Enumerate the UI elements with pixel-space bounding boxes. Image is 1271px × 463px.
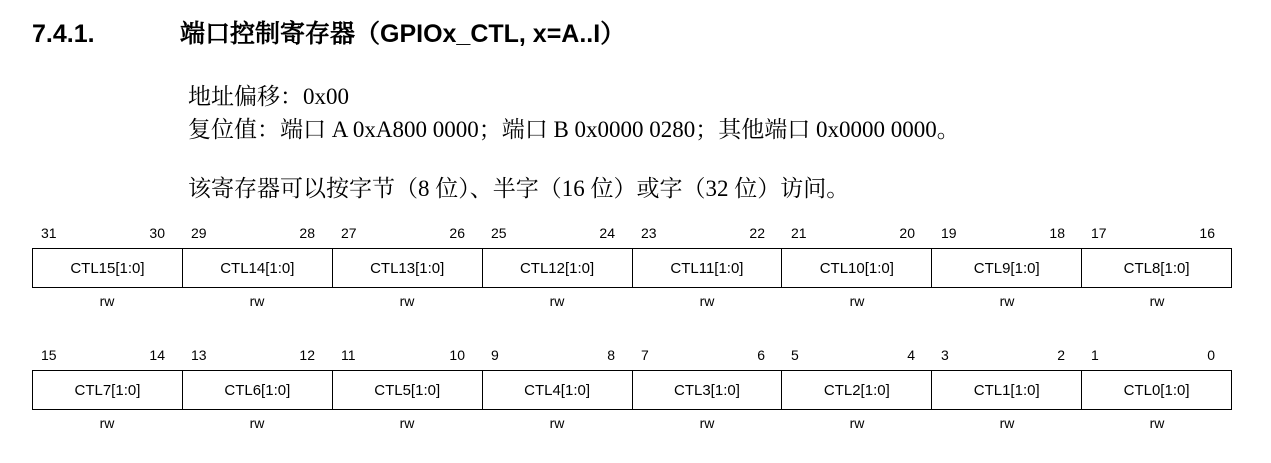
register-field: CTL4[1:0] <box>483 371 633 409</box>
bit-range <box>1082 344 1232 366</box>
access-flag: rw <box>249 415 265 431</box>
bit-hi: 21 <box>791 225 807 241</box>
access-row-low <box>32 410 1232 436</box>
bit-range <box>782 344 932 366</box>
bit-range <box>332 222 482 244</box>
register-field: CTL5[1:0] <box>333 371 483 409</box>
access-flag: rw <box>99 415 115 431</box>
bit-lo: 28 <box>299 225 315 241</box>
access-flag: rw <box>999 415 1015 431</box>
bit-range <box>782 222 932 244</box>
bit-lo: 4 <box>907 347 915 363</box>
bit-hi: 1 <box>1091 347 1099 363</box>
register-low-half <box>32 344 1232 436</box>
bit-hi: 15 <box>41 347 57 363</box>
register-field: CTL13[1:0] <box>333 249 483 287</box>
reset-value-text: 复位值：端口 A 0xA800 0000；端口 B 0x0000 0280；其他端口 0x0000 0000。 <box>188 117 960 142</box>
access-flag: rw <box>1149 415 1165 431</box>
bit-lo: 12 <box>299 347 315 363</box>
register-field: CTL9[1:0] <box>932 249 1082 287</box>
address-offset-text: 地址偏移：0x00 <box>188 84 349 109</box>
bit-hi: 23 <box>641 225 657 241</box>
access-flag: rw <box>849 293 865 309</box>
bit-lo: 2 <box>1057 347 1065 363</box>
access-flag: rw <box>999 293 1015 309</box>
bit-range <box>1082 222 1232 244</box>
access-flag: rw <box>1149 293 1165 309</box>
bit-hi: 29 <box>191 225 207 241</box>
bit-hi: 25 <box>491 225 507 241</box>
section-heading <box>32 18 1232 50</box>
access-flag: rw <box>399 293 415 309</box>
section-number: 7.4.1. <box>32 20 95 48</box>
bit-hi: 27 <box>341 225 357 241</box>
access-note-text: 该寄存器可以按字节（8 位）、半字（16 位）或字（32 位）访问。 <box>188 176 850 201</box>
bit-lo: 10 <box>449 347 465 363</box>
bit-hi: 7 <box>641 347 649 363</box>
register-field: CTL3[1:0] <box>633 371 783 409</box>
field-row-high <box>32 248 1232 288</box>
register-field: CTL10[1:0] <box>782 249 932 287</box>
bit-hi: 3 <box>941 347 949 363</box>
register-field: CTL2[1:0] <box>782 371 932 409</box>
bit-range <box>32 222 182 244</box>
bit-hi: 11 <box>341 347 356 363</box>
register-field: CTL12[1:0] <box>483 249 633 287</box>
section-title: 端口控制寄存器（GPIOx_CTL, x=A..I） <box>180 20 626 48</box>
bit-hi: 17 <box>1091 225 1107 241</box>
bit-lo: 18 <box>1049 225 1065 241</box>
bit-range <box>932 222 1082 244</box>
bit-lo: 8 <box>607 347 615 363</box>
bit-range <box>332 344 482 366</box>
bit-lo: 6 <box>757 347 765 363</box>
access-flag: rw <box>549 415 565 431</box>
access-flag: rw <box>399 415 415 431</box>
bit-hi: 9 <box>491 347 499 363</box>
bit-range <box>632 222 782 244</box>
register-field: CTL14[1:0] <box>183 249 333 287</box>
access-flag: rw <box>699 415 715 431</box>
bit-range <box>32 344 182 366</box>
access-flag: rw <box>549 293 565 309</box>
bit-lo: 22 <box>749 225 765 241</box>
bit-range <box>482 222 632 244</box>
bit-hi: 13 <box>191 347 207 363</box>
bit-lo: 14 <box>149 347 165 363</box>
access-flag: rw <box>99 293 115 309</box>
bit-range <box>932 344 1082 366</box>
bit-range <box>182 222 332 244</box>
register-field: CTL11[1:0] <box>633 249 783 287</box>
bit-lo: 16 <box>1199 225 1215 241</box>
access-flag: rw <box>849 415 865 431</box>
access-flag: rw <box>699 293 715 309</box>
access-row-high <box>32 288 1232 314</box>
bit-number-row-high <box>32 222 1232 244</box>
bit-lo: 24 <box>599 225 615 241</box>
register-field: CTL0[1:0] <box>1123 381 1190 399</box>
bit-lo: 0 <box>1207 347 1215 363</box>
bit-hi: 31 <box>41 225 57 241</box>
register-field: CTL8[1:0] <box>1123 259 1190 277</box>
bit-number-row-low <box>32 344 1232 366</box>
bit-range <box>482 344 632 366</box>
register-field: CTL6[1:0] <box>183 371 333 409</box>
bit-hi: 5 <box>791 347 799 363</box>
bit-range <box>632 344 782 366</box>
bit-lo: 30 <box>149 225 165 241</box>
bit-lo: 26 <box>449 225 465 241</box>
register-field: CTL7[1:0] <box>33 371 183 409</box>
register-field: CTL15[1:0] <box>33 249 183 287</box>
bit-lo: 20 <box>899 225 915 241</box>
bit-hi: 19 <box>941 225 957 241</box>
access-flag: rw <box>249 293 265 309</box>
field-row-low <box>32 370 1232 410</box>
register-field: CTL1[1:0] <box>932 371 1082 409</box>
bit-range <box>182 344 332 366</box>
register-high-half <box>32 222 1232 314</box>
